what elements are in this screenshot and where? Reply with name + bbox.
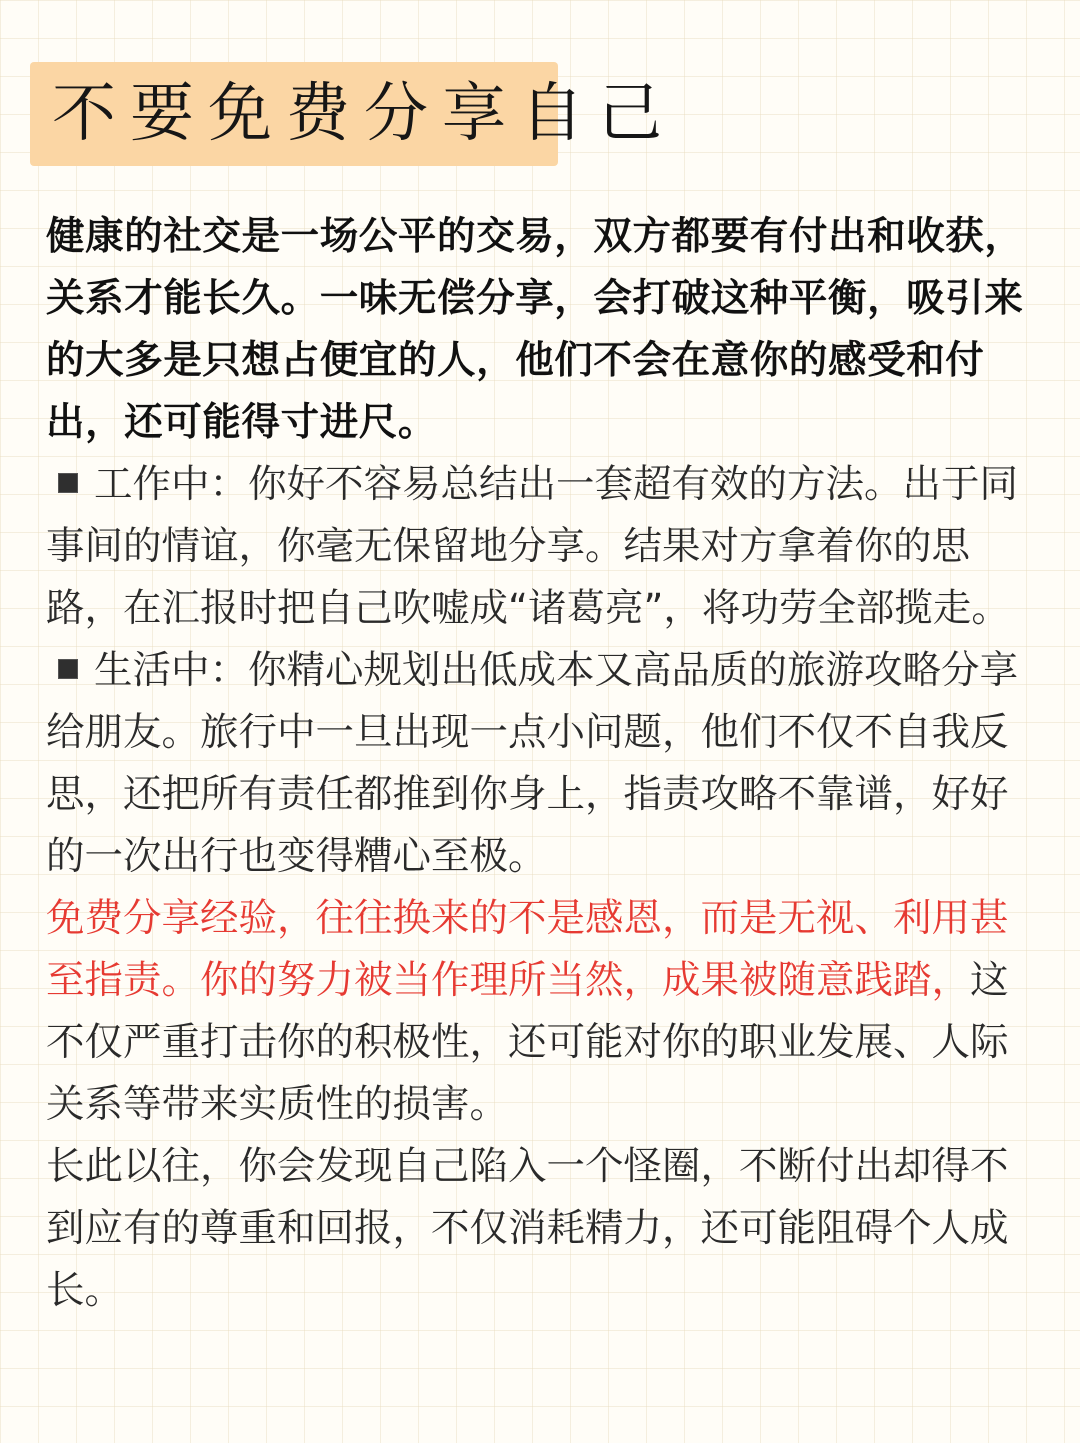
title-banner [30,62,676,166]
square-bullet-icon [58,473,78,493]
highlight-paragraph [46,888,1036,1136]
square-bullet-icon [58,659,78,679]
life-paragraph [46,640,1036,888]
article-body [46,206,1036,1322]
work-paragraph [46,454,1036,640]
highlight-red-text: 免费分享经验，往往换来的不是感恩，而是无视、利用甚至指责。你的努力被当作理所当然，成果被随意践踏， [46,896,1009,1003]
life-text: 你精心规划出低成本又高品质的旅游攻略分享给朋友。旅行中一旦出现一点小问题，他们不仅不自我反思，还把所有责任都推到你身上，指责攻略不靠谱，好好的一次出行也变得糟心至极。 [46,648,1019,879]
work-text: 你好不容易总结出一套超有效的方法。出于同事间的情谊，你毫无保留地分享。结果对方拿着你的思路，在汇报时把自己吹嘘成“诸葛亮”，将功劳全部揽走。 [46,462,1019,631]
highlight-rest-text: 这不仅严重打击你的积极性，还可能对你的职业发展、人际关系等带来实质性的损害。 [46,958,1009,1127]
intro-paragraph: 健康的社交是一场公平的交易，双方都要有付出和收获，关系才能长久。一味无偿分享，会打破这种平衡，吸引来的大多是只想占便宜的人，他们不会在意你的感受和付出，还可能得寸进尺。 [46,214,1024,445]
life-label: 生活中： [94,648,249,693]
work-label: 工作中： [94,462,249,507]
conclusion-paragraph: 长此以往，你会发现自己陷入一个怪圈，不断付出却得不到应有的尊重和回报，不仅消耗精力，还可能阻碍个人成长。 [46,1144,1009,1313]
page-title: 不要免费分享自己 [52,77,676,151]
